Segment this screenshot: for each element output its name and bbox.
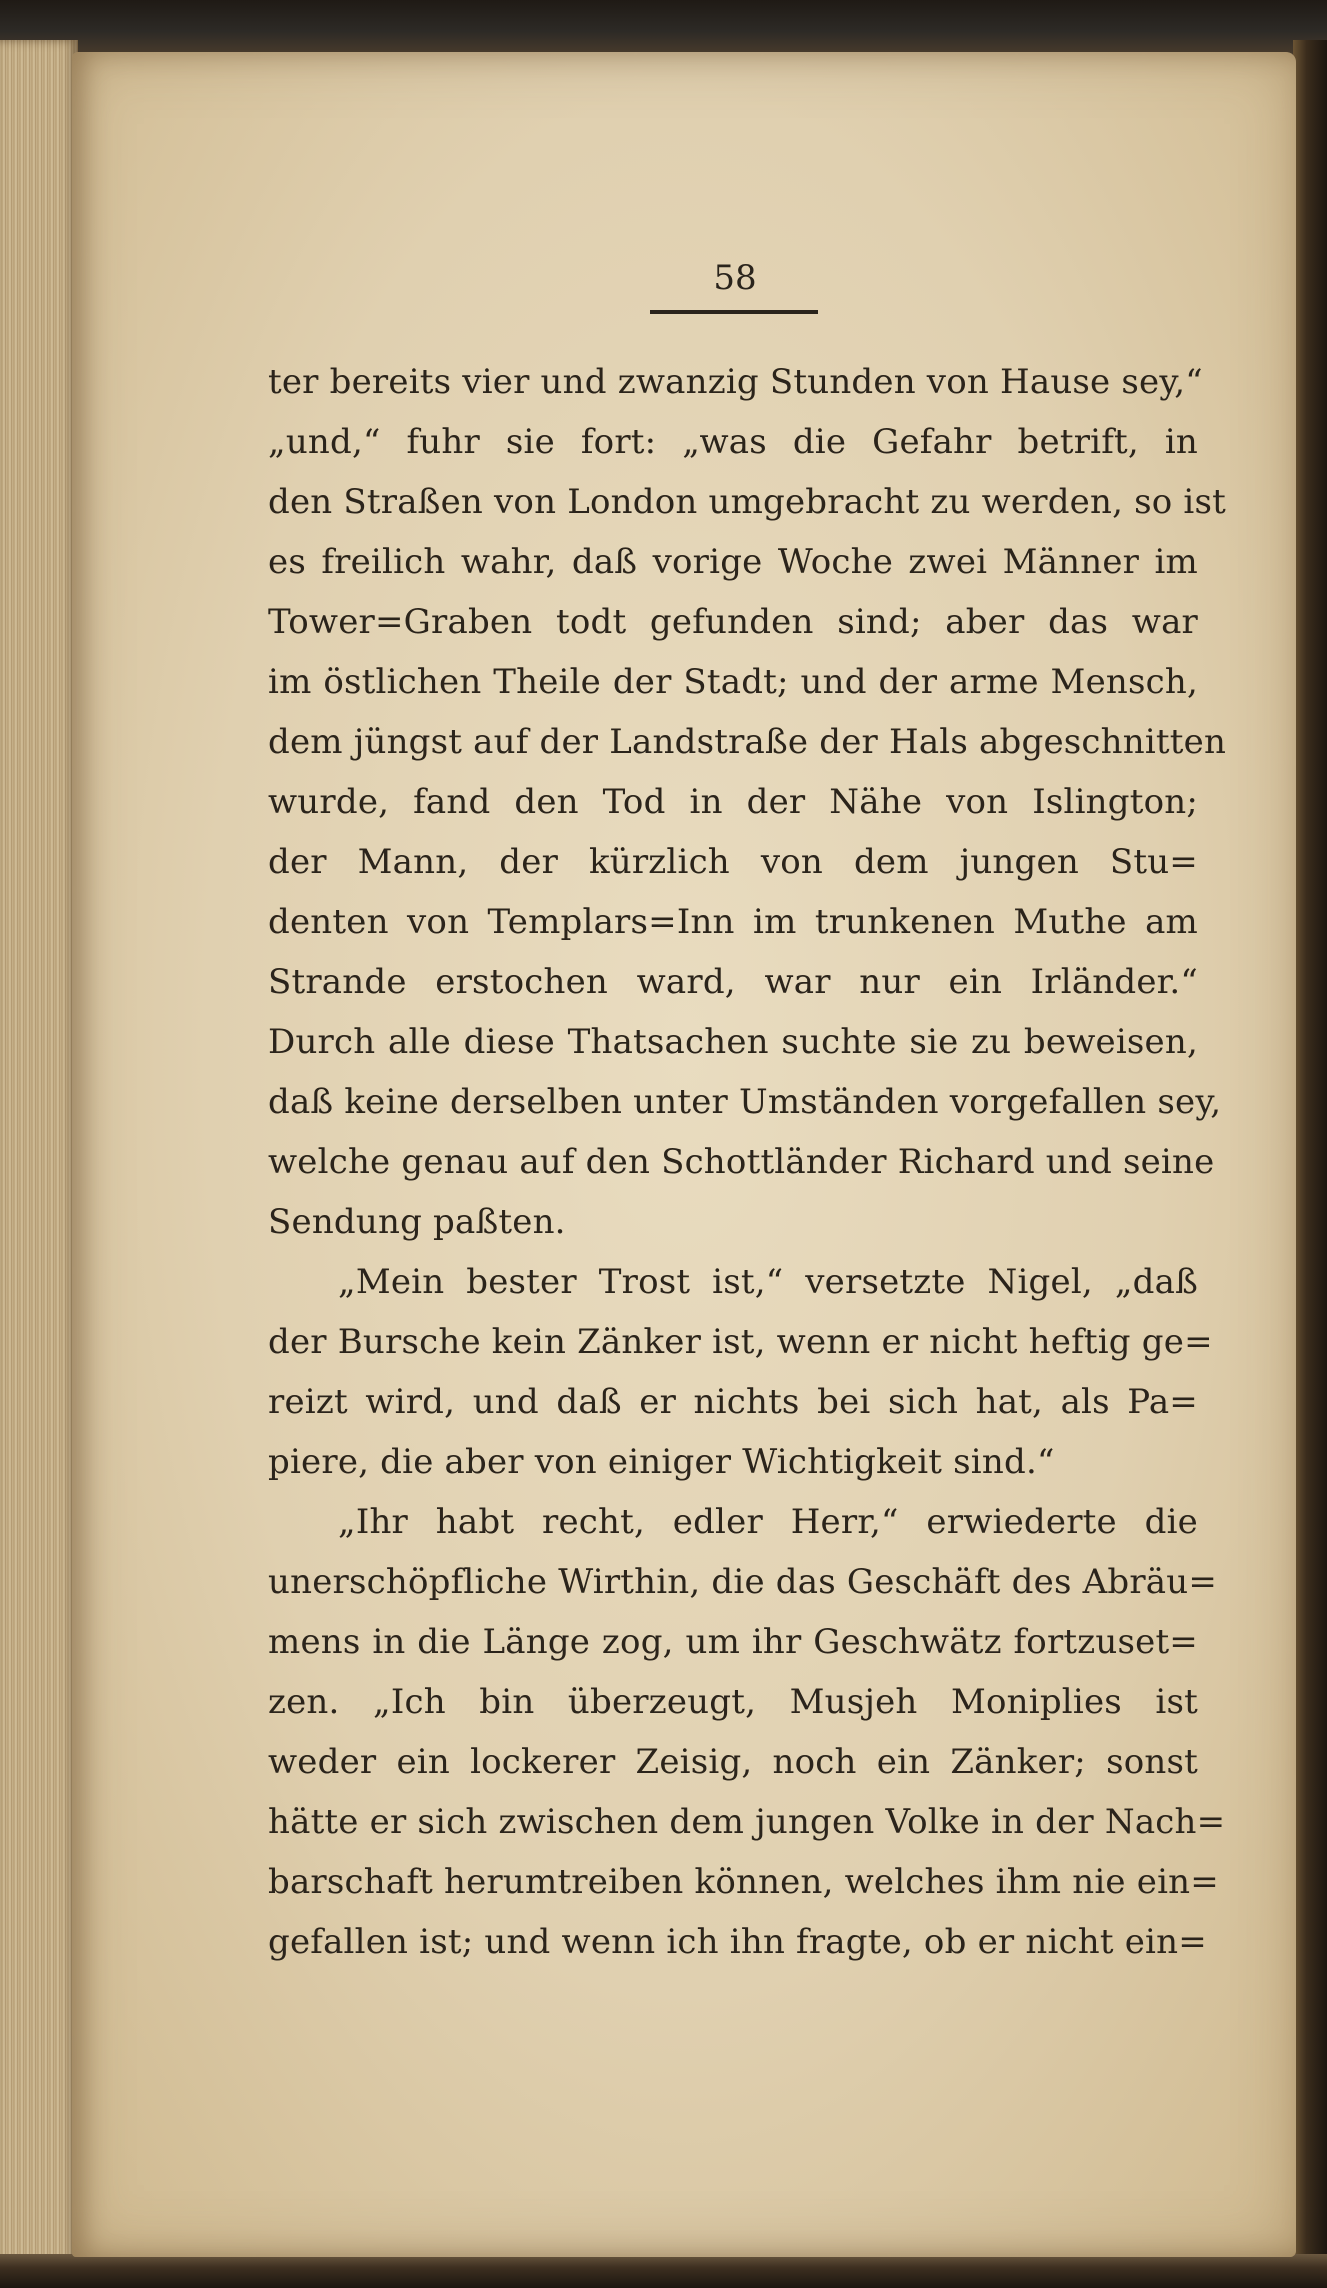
text-line: gefallen ist; und wenn ich ihn fragte, ob er nicht ein=	[268, 1922, 1207, 1962]
bottom-cover-edge	[0, 2254, 1327, 2288]
text-line: Sendung paßten.	[268, 1202, 566, 1242]
text-line: weder ein lockerer Zeisig, noch ein Zänker; sonst	[268, 1742, 1198, 1782]
text-line: daß keine derselben unter Umständen vorgefallen sey,	[268, 1082, 1222, 1122]
page-number-rule	[650, 310, 818, 314]
text-line: mens in die Länge zog, um ihr Geschwätz fortzuset=	[268, 1622, 1198, 1662]
text-line: Durch alle diese Thatsachen suchte sie zu beweisen,	[268, 1022, 1198, 1062]
text-line: Strande erstochen ward, war nur ein Irländer.“	[268, 962, 1198, 1002]
body-text	[268, 352, 1227, 1972]
text-line: zen. „Ich bin überzeugt, Musjeh Moniplies ist	[268, 1682, 1198, 1722]
text-line: „und,“ fuhr sie fort: „was die Gefahr betrift, in	[268, 422, 1198, 462]
text-line: wurde, fand den Tod in der Nähe von Islington;	[268, 782, 1198, 822]
text-line: reizt wird, und daß er nichts bei sich hat, als Pa=	[268, 1382, 1198, 1422]
page-number: 58	[713, 258, 757, 298]
right-cover-edge	[1293, 40, 1327, 2288]
page-block-edge	[0, 40, 78, 2288]
text-line: hätte er sich zwischen dem jungen Volke in der Nach=	[268, 1802, 1226, 1842]
text-line: barschaft herumtreiben können, welches ihm nie ein=	[268, 1862, 1219, 1902]
text-line: „Mein bester Trost ist,“ versetzte Nigel, „daß	[338, 1262, 1198, 1302]
text-line: unerschöpfliche Wirthin, die das Geschäft des Abräu=	[268, 1562, 1218, 1602]
text-line: der Mann, der kürzlich von dem jungen Stu=	[268, 842, 1198, 882]
text-line: welche genau auf den Schottländer Richard und seine	[268, 1142, 1215, 1182]
text-line: es freilich wahr, daß vorige Woche zwei Männer im	[268, 542, 1198, 582]
text-line: der Bursche kein Zänker ist, wenn er nicht heftig ge=	[268, 1322, 1213, 1362]
text-line: im östlichen Theile der Stadt; und der arme Mensch,	[268, 662, 1198, 702]
text-line: „Ihr habt recht, edler Herr,“ erwiederte die	[338, 1502, 1198, 1542]
text-line: Tower=Graben todt gefunden sind; aber das war	[268, 602, 1198, 642]
text-line: ter bereits vier und zwanzig Stunden von Hause sey,“	[268, 362, 1203, 402]
text-line: den Straßen von London umgebracht zu werden, so ist	[268, 482, 1226, 522]
text-line: dem jüngst auf der Landstraße der Hals abgeschnitten	[268, 722, 1227, 762]
text-line: piere, die aber von einiger Wichtigkeit sind.“	[268, 1442, 1055, 1482]
text-line: denten von Templars=Inn im trunkenen Muthe am	[268, 902, 1198, 942]
